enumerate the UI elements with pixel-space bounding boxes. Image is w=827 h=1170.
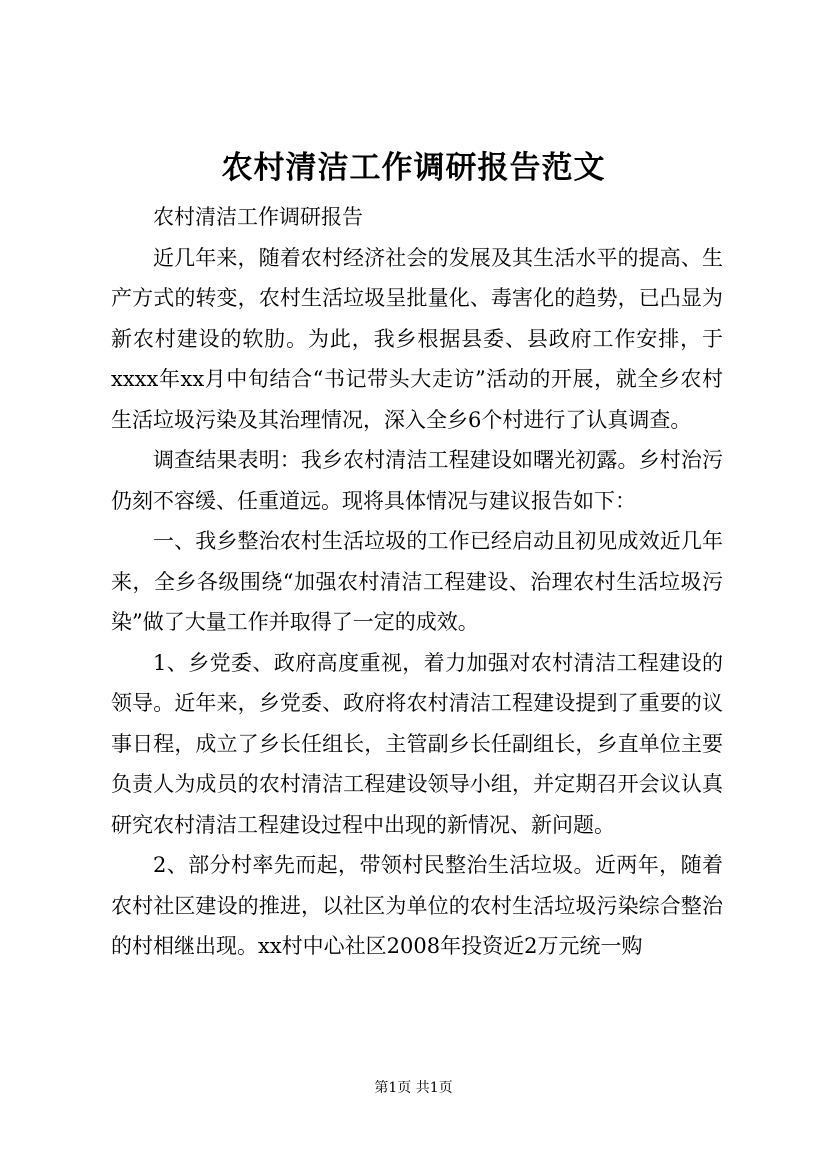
page-number-footer: 第1页 共1页: [374, 1080, 453, 1096]
document-title: 农村清洁工作调研报告范文: [221, 150, 606, 186]
paragraph: 2、部分村率先而起，带领村民整治生活垃圾。近两年，随着农村社区建设的推进，以社区为单位的农村生活垃圾污染综合整治的村相继出现。xx村中心社区2008年投资近2万元统一购: [111, 853, 723, 958]
paragraph: 农村清洁工作调研报告: [153, 205, 363, 229]
paragraph: 1、乡党委、政府高度重视，着力加强对农村清洁工程建设的领导。近年来，乡党委、政府将农村清洁工程建设提到了重要的议事日程，成立了乡长任组长，主管副乡长任副组长，乡直单位主要负责人为成员的农村清洁工程建设领导小组，并定期召开会议认真研究农村清洁工程建设过程中出现的新情况、新问题。: [111, 650, 723, 837]
paragraph: 调查结果表明：我乡农村清洁工程建设如曙光初露。乡村治污仍刻不容缓、任重道远。现将具体情况与建议报告如下：: [111, 448, 723, 513]
document-body: [111, 197, 723, 967]
paragraph: 一、我乡整治农村生活垃圾的工作已经启动且初见成效近几年来，全乡各级围绕“加强农村清洁工程建设、治理农村生活垃圾污染”做了大量工作并取得了一定的成效。: [111, 529, 723, 634]
paragraph: 近几年来，随着农村经济社会的发展及其生活水平的提高、生产方式的转变，农村生活垃圾呈批量化、毒害化的趋势，已凸显为新农村建设的软肋。为此，我乡根据县委、县政府工作安排，于xxxx年xx月中旬结合“书记带头大走访”活动的开展，就全乡农村生活垃圾污染及其治理情况，深入全乡6个村进行了认真调查。: [111, 245, 723, 432]
